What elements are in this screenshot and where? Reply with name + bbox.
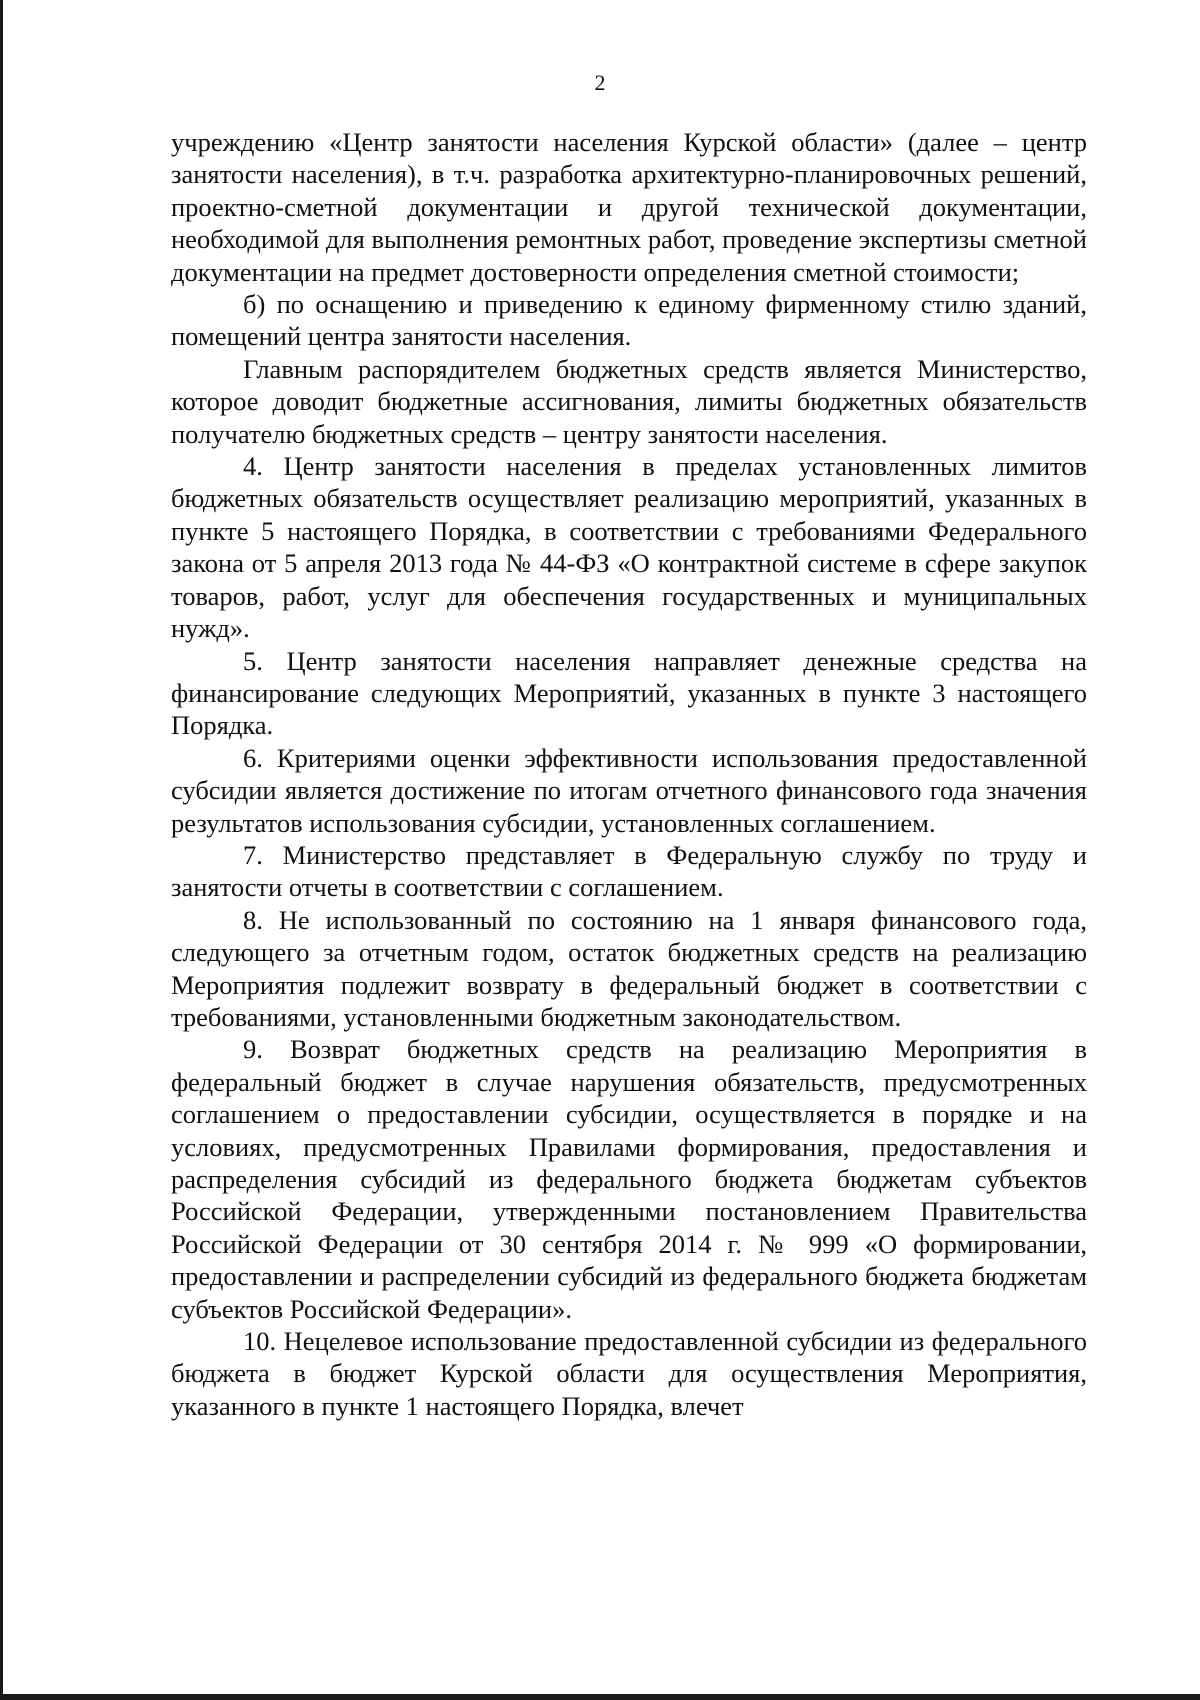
paragraph: 8. Не использованный по состоянию на 1 января финансового года, следующего за отчетным годом, остаток бюджетных средств на реализацию Мероприятия подлежит возврату в федеральный бюджет в соответствии с требованиями, установленными бюджетным законодательством. (171, 904, 1087, 1032)
paragraph: 4. Центр занятости населения в пределах установленных лимитов бюджетных обязательств осуществляет реализацию мероприятий, указанных в пункте 5 настоящего Порядка, в соответствии с требованиями Федерального закона от 5 апреля 2013 года № 44-ФЗ «О контрактной системе в сфере закупок товаров, работ, услуг для обеспечения государственных и муниципальных нужд». (171, 451, 1087, 644)
document-body (171, 126, 1087, 1422)
paragraph: 6. Критериями оценки эффективности использования предоставленной субсидии является достижение по итогам отчетного финансового года значения результатов использования субсидии, установленных соглашением. (171, 742, 1087, 838)
paragraph: 9. Возврат бюджетных средств на реализацию Мероприятия в федеральный бюджет в случае нарушения обязательств, предусмотренных соглашением о предоставлении субсидии, осуществляется в порядке и на условиях, предусмотренных Правилами формирования, предоставления и распределения субсидий из федерального бюджета бюджетам субъектов Российской Федерации, утвержденными постановлением Правительства Российской Федерации от 30 сентября 2014 г. № 999 «О формировании, предоставлении и распределении субсидий из федерального бюджета бюджетам субъектов Российской Федерации». (171, 1034, 1087, 1324)
scan-bottom-edge (0, 1694, 1200, 1700)
paragraph: учреждению «Центр занятости населения Курской области» (далее – центр занятости населения), в т.ч. разработка архитектурно-планировочных решений, проектно-сметной документации и другой технической документации, необходимой для выполнения ремонтных работ, проведение экспертизы сметной документации на предмет достоверности определения сметной стоимости; (171, 127, 1087, 287)
paragraph: 10. Нецелевое использование предоставленной субсидии из федерального бюджета в бюджет Курской области для осуществления Мероприятия, указанного в пункте 1 настоящего Порядка, влечет (171, 1326, 1087, 1421)
paragraph: б) по оснащению и приведению к единому фирменному стилю зданий, помещений центра занятости населения. (171, 289, 1087, 352)
paragraph: 7. Министерство представляет в Федеральную службу по труду и занятости отчеты в соответствии с соглашением. (171, 839, 1087, 903)
scan-left-edge (0, 0, 3, 1694)
page-number: 2 (594, 70, 606, 95)
paragraph: Главным распорядителем бюджетных средств является Министерство, которое доводит бюджетные ассигнования, лимиты бюджетных обязательств получателю бюджетных средств – центру занятости населения. (171, 353, 1087, 449)
paragraph: 5. Центр занятости населения направляет денежные средства на финансирование следующих Мероприятий, указанных в пункте 3 настоящего Порядка. (171, 645, 1087, 741)
